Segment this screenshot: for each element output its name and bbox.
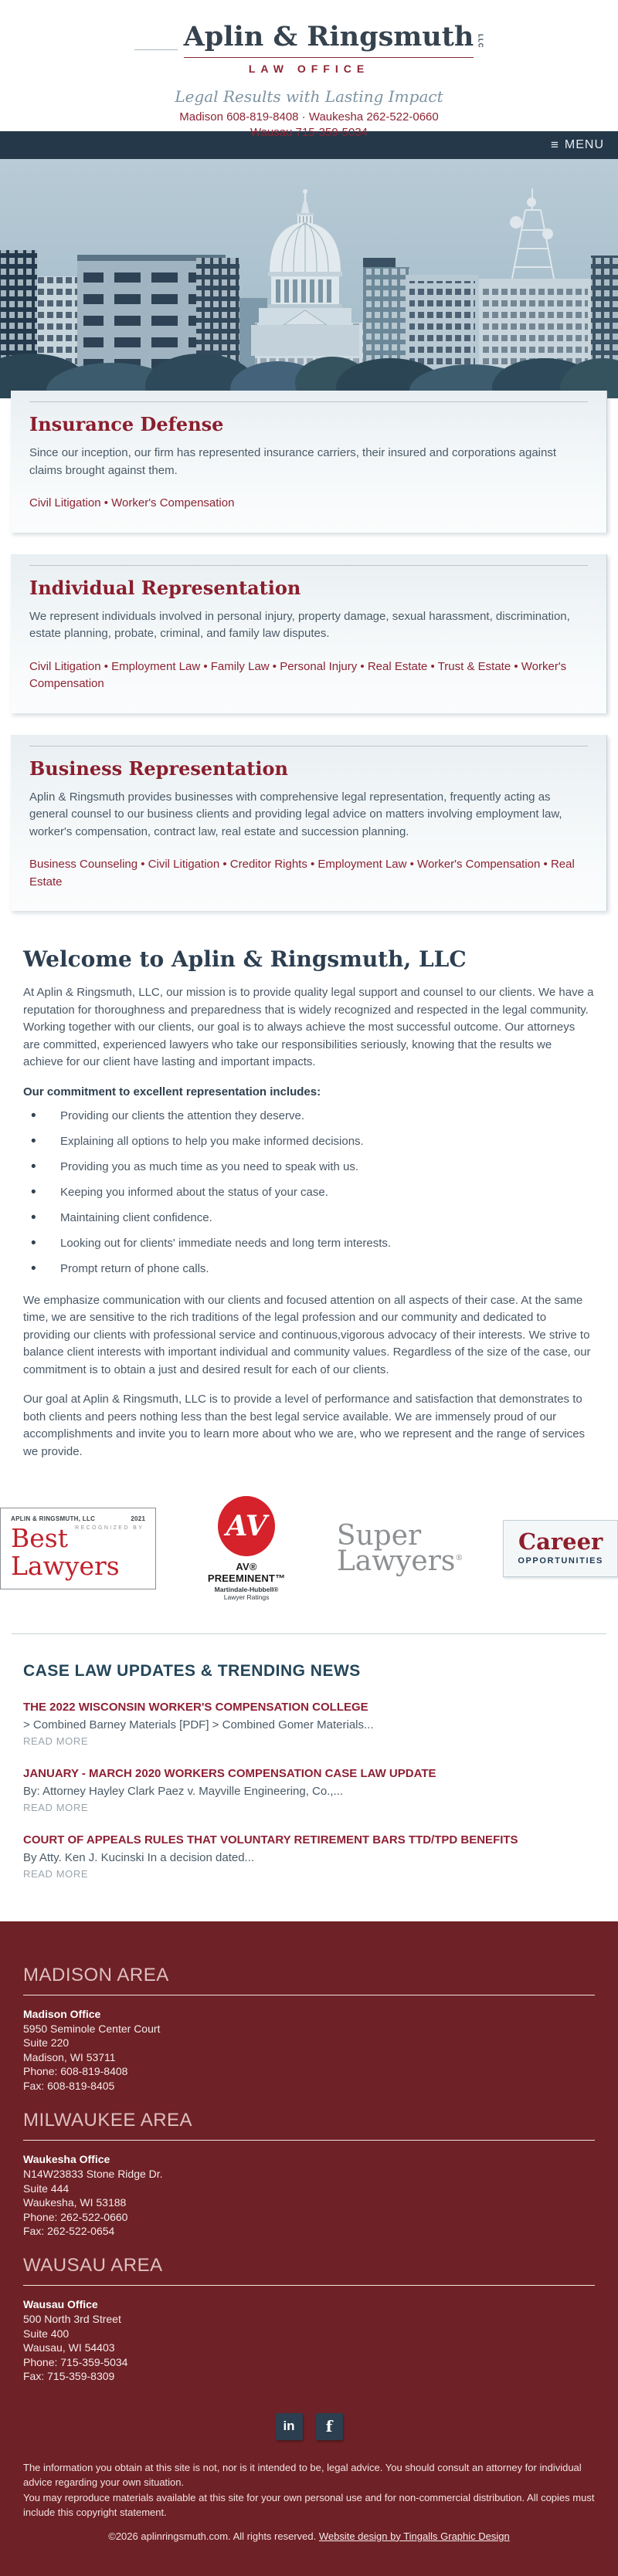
- career-title: Career: [518, 1528, 603, 1555]
- office-phone-line: Phone: 715-359-5034: [23, 2355, 128, 2368]
- tagline: Legal Results with Lasting Impact: [175, 87, 443, 106]
- logo-name: Aplin & Ringsmuth: [184, 23, 474, 58]
- logo-law-office: LAW OFFICE: [248, 63, 370, 75]
- career-subtitle: OPPORTUNITIES: [518, 1556, 603, 1566]
- logo: [134, 23, 484, 58]
- office-fax-line: Fax: 262-522-0654: [23, 2225, 115, 2237]
- card-title: Insurance Defense: [29, 413, 224, 435]
- card-title: Individual Representation: [29, 576, 301, 599]
- commitment-item: • Prompt return of phone calls.: [28, 1261, 595, 1277]
- super-lawyers-badge[interactable]: [336, 1519, 464, 1577]
- news-item-excerpt: > Combined Barney Materials [PDF] > Combined Gomer Materials...: [23, 1718, 374, 1731]
- office-address-line: N14W23833 Stone Ridge Dr.: [23, 2168, 163, 2181]
- page-title: Welcome to Aplin & Ringsmuth, LLC: [23, 946, 467, 972]
- hamburger-icon: ≡: [550, 137, 559, 152]
- commitment-item: • Providing you as much time as you need to speak with us.: [28, 1159, 595, 1175]
- footer-area-madison: [23, 1965, 595, 2093]
- commitment-subhead: Our commitment to excellent representation includes:: [23, 1085, 321, 1098]
- facebook-icon[interactable]: f: [316, 2413, 343, 2440]
- office-address-line: Wausau, WI 54403: [23, 2341, 115, 2354]
- best-lawyers-logo-text: Best Lawyers: [11, 1522, 120, 1581]
- commitment-item: • Explaining all options to help you make informed decisions.: [28, 1133, 595, 1149]
- news-item: [23, 1701, 595, 1747]
- legal-disclaimer-2: You may reproduce materials available at this site for your own personal use and for non-commercial distribution. All copies must include this copyright statement.: [23, 2491, 595, 2519]
- welcome-paragraph-3: Our goal at Aplin & Ringsmuth, LLC is to provide a level of performance and satisfaction that demonstrates to both clients and peers nothing less than the best legal service available. We are immensely proud of our accomplishments and invite you to learn more about who we are, who we represent and the range of services we provide.: [23, 1393, 586, 1458]
- phone-line-2: Wausau 715-359-5034: [250, 126, 368, 140]
- footer-area-wausau: [23, 2255, 595, 2383]
- news-item-excerpt: By: Attorney Hayley Clark Paez v. Mayville Engineering, Co.,...: [23, 1785, 344, 1798]
- office-fax-line: Fax: 608-819-8405: [23, 2079, 115, 2092]
- best-lawyers-badge[interactable]: [0, 1508, 156, 1590]
- av-ratings-label: Lawyer Ratings: [223, 1593, 270, 1601]
- award-badges-row: [0, 1496, 618, 1601]
- card-body: Since our inception, our firm has represented insurance carriers, their insured and corporations against claims brought against them.: [29, 446, 557, 477]
- logo-llc-suffix: LLC: [477, 34, 484, 49]
- office-address-line: Suite 220: [23, 2036, 70, 2050]
- office-name: Madison Office: [23, 2008, 101, 2020]
- office-name: Wausau Office: [23, 2298, 98, 2311]
- copyright-line: [23, 2530, 595, 2542]
- office-address-line: 500 North 3rd Street: [23, 2313, 121, 2326]
- commitment-item: • Looking out for clients' immediate needs and long term interests.: [28, 1235, 595, 1251]
- welcome-section: [0, 946, 618, 1461]
- news-item: [23, 1767, 595, 1813]
- card-top-rule: [29, 401, 588, 402]
- news-section-title: CASE LAW UPDATES & TRENDING NEWS: [23, 1662, 361, 1680]
- card-body: Aplin & Ringsmuth provides businesses with comprehensive legal representation, frequently acting as general counsel to our business clients and providing legal advice on matters involving employment law, worker's compensation, contract law, real estate and succession planning.: [29, 790, 562, 838]
- best-lawyers-firm: APLIN & RINGSMUTH, LLC: [11, 1515, 96, 1522]
- office-name: Waukesha Office: [23, 2153, 110, 2166]
- read-more-link[interactable]: READ MORE: [23, 1802, 89, 1813]
- hero-skyline-image: [0, 159, 618, 398]
- super-lawyers-line-1: Super: [336, 1519, 422, 1552]
- av-preeminent-badge[interactable]: [196, 1496, 297, 1601]
- logo-rule-left: [134, 49, 178, 50]
- av-martindale-label: Martindale-Hubbell®: [214, 1586, 279, 1593]
- copyright-text: ©2026 aplinringsmuth.com. All rights reserved.: [108, 2530, 319, 2542]
- welcome-paragraph-1: At Aplin & Ringsmuth, LLC, our mission is to provide quality legal support and counsel to our clients. We have a reputation for thoroughness and preparedness that is widely recognized and respected in the legal community. Working together with our clients, our goal is to always achieve the most successful outcome. Our attorneys are committed, experienced lawyers who take our responsibilities seriously, knowing that the results we achieve for our client have lasting and important impacts.: [23, 986, 594, 1068]
- super-lawyers-line-2: Lawyers: [336, 1545, 456, 1577]
- card-body: We represent individuals involved in personal injury, property damage, sexual harassment, discrimination, estate planning, probate, criminal, and family law disputes.: [29, 609, 570, 640]
- office-address-line: Madison, WI 53711: [23, 2050, 116, 2063]
- office-phone-line: Phone: 608-819-8408: [23, 2065, 128, 2078]
- office-address-line: Waukesha, WI 53188: [23, 2196, 127, 2209]
- office-phone-line: Phone: 262-522-0660: [23, 2210, 128, 2223]
- social-links: [23, 2413, 595, 2440]
- commitment-item: • Keeping you informed about the status of your case.: [28, 1184, 595, 1200]
- news-item: [23, 1833, 595, 1880]
- card-practice-links[interactable]: Civil Litigation • Worker's Compensation: [29, 496, 235, 509]
- commitment-item: • Providing our clients the attention they deserve.: [28, 1108, 595, 1124]
- menu-button[interactable]: [551, 138, 604, 152]
- best-lawyers-year: 2021: [131, 1515, 146, 1522]
- section-divider: [12, 1633, 606, 1634]
- practice-card-insurance-defense: [11, 391, 607, 533]
- design-credit-link[interactable]: Website design by Tingalls Graphic Design: [318, 2530, 510, 2542]
- office-address-line: Suite 400: [23, 2327, 70, 2340]
- practice-card-individual-representation: [11, 554, 607, 713]
- news-item-title[interactable]: THE 2022 WISCONSIN WORKER'S COMPENSATION COLLEGE: [23, 1701, 368, 1714]
- legal-disclaimer-1: The information you obtain at this site is not, nor is it intended to be, legal advice. You should consult an attorney for individual advice regarding your own situation.: [23, 2461, 582, 2489]
- av-circle-icon: AV: [218, 1496, 275, 1556]
- card-title: Business Representation: [29, 757, 288, 780]
- career-opportunities-badge[interactable]: [503, 1520, 618, 1577]
- read-more-link[interactable]: READ MORE: [23, 1868, 89, 1880]
- office-address-line: Suite 444: [23, 2182, 70, 2195]
- area-heading: WAUSAU AREA: [23, 2255, 595, 2286]
- best-lawyers-recognized-by: RECOGNIZED BY: [75, 1525, 144, 1531]
- site-header: [0, 0, 618, 140]
- news-section: [0, 1662, 618, 1880]
- practice-card-business-representation: [11, 735, 607, 912]
- footer-area-milwaukee: [23, 2110, 595, 2238]
- card-practice-links[interactable]: Civil Litigation • Employment Law • Family Law • Personal Injury • Real Estate • Trust & Estate • Worker's Compensation: [29, 659, 567, 690]
- read-more-link[interactable]: READ MORE: [23, 1735, 89, 1747]
- card-practice-links[interactable]: Business Counseling • Civil Litigation • Creditor Rights • Employment Law • Worker's Compensation • Real Estate: [29, 858, 575, 889]
- office-fax-line: Fax: 715-359-8309: [23, 2370, 115, 2383]
- card-top-rule: [29, 565, 588, 566]
- area-heading: MILWAUKEE AREA: [23, 2110, 595, 2141]
- office-address-line: 5950 Seminole Center Court: [23, 2022, 161, 2035]
- super-lawyers-reg-mark: ®: [455, 1554, 464, 1562]
- commitment-item: • Maintaining client confidence.: [28, 1210, 595, 1226]
- commitment-list: [28, 1108, 595, 1277]
- phone-line-1: Madison 608-819-8408 · Waukesha 262-522-0660: [179, 110, 439, 124]
- linkedin-icon[interactable]: in: [276, 2413, 303, 2440]
- news-item-title[interactable]: COURT OF APPEALS RULES THAT VOLUNTARY RETIREMENT BARS TTD/TPD BENEFITS: [23, 1833, 518, 1847]
- news-item-title[interactable]: JANUARY - MARCH 2020 WORKERS COMPENSATION CASE LAW UPDATE: [23, 1767, 436, 1780]
- news-item-excerpt: By Atty. Ken J. Kucinski In a decision dated...: [23, 1851, 255, 1864]
- menu-label: MENU: [564, 138, 604, 151]
- site-footer: [0, 1921, 618, 2576]
- av-preeminent-label: AV® PREEMINENT™: [207, 1561, 286, 1584]
- area-heading: MADISON AREA: [23, 1965, 595, 1995]
- practice-cards-section: [0, 391, 618, 911]
- welcome-paragraph-2: We emphasize communication with our clients and focused attention on all aspects of their case. At the same time, we are sensitive to the rich traditions of the legal profession and our community and dedicated to providing our clients with professional service and continuous,vigorous advocacy of their interests. We strive to balance client interests with important individual and community values. Regardless of the size of the case, our commitment is to obtain a just and desired result for each of our clients.: [23, 1293, 591, 1376]
